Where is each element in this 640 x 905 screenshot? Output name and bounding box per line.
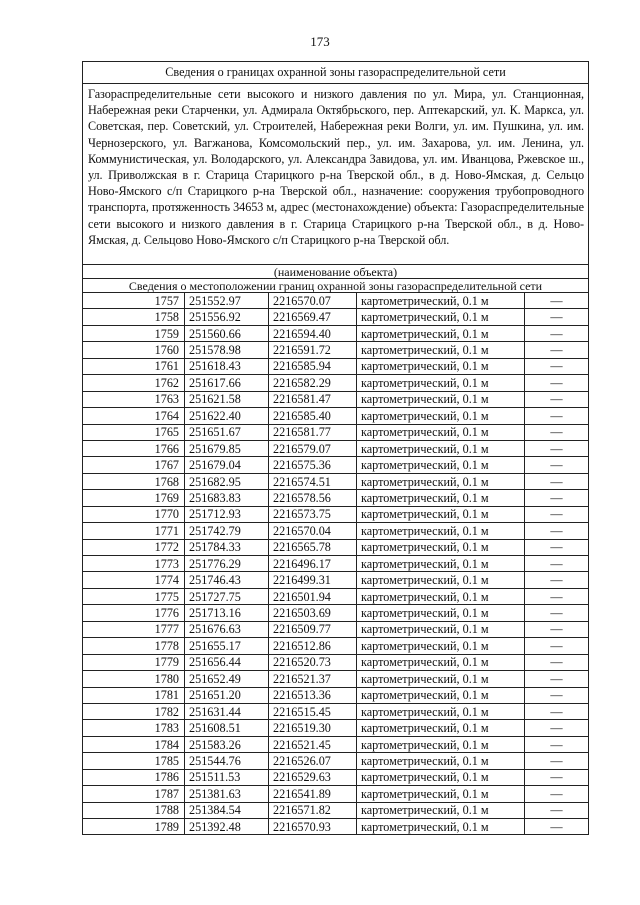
y-coordinate-cell: 2216519.30 [269,720,357,736]
y-coordinate-cell: 2216565.78 [269,539,357,555]
table-row [83,736,589,752]
x-coordinate-cell: 251683.83 [185,490,269,506]
x-coordinate-cell: 251560.66 [185,325,269,341]
y-coordinate-cell: 2216570.93 [269,819,357,835]
note-cell: — [525,769,589,785]
x-coordinate-cell: 251544.76 [185,753,269,769]
y-coordinate-cell: 2216512.86 [269,638,357,654]
note-cell: — [525,802,589,818]
y-coordinate-cell: 2216579.07 [269,440,357,456]
table-row [83,391,589,407]
point-number-cell: 1765 [83,424,185,440]
note-cell: — [525,309,589,325]
point-number-cell: 1785 [83,753,185,769]
table-row [83,621,589,637]
note-cell: — [525,408,589,424]
method-cell: картометрический, 0.1 м [357,588,525,604]
point-number-cell: 1775 [83,588,185,604]
y-coordinate-cell: 2216515.45 [269,703,357,719]
method-cell: картометрический, 0.1 м [357,358,525,374]
y-coordinate-cell: 2216503.69 [269,605,357,621]
y-coordinate-cell: 2216573.75 [269,506,357,522]
method-cell: картометрический, 0.1 м [357,572,525,588]
x-coordinate-cell: 251617.66 [185,375,269,391]
note-cell: — [525,391,589,407]
note-cell: — [525,720,589,736]
point-number-cell: 1770 [83,506,185,522]
x-coordinate-cell: 251618.43 [185,358,269,374]
point-number-cell: 1778 [83,638,185,654]
x-coordinate-cell: 251651.20 [185,687,269,703]
point-number-cell: 1782 [83,703,185,719]
method-cell: картометрический, 0.1 м [357,687,525,703]
x-coordinate-cell: 251556.92 [185,309,269,325]
table-row [83,523,589,539]
note-cell: — [525,358,589,374]
point-number-cell: 1776 [83,605,185,621]
x-coordinate-cell: 251552.97 [185,293,269,309]
y-coordinate-cell: 2216591.72 [269,342,357,358]
y-coordinate-cell: 2216496.17 [269,556,357,572]
method-cell: картометрический, 0.1 м [357,720,525,736]
note-cell: — [525,523,589,539]
point-number-cell: 1773 [83,556,185,572]
point-number-cell: 1767 [83,457,185,473]
method-cell: картометрический, 0.1 м [357,342,525,358]
method-cell: картометрический, 0.1 м [357,457,525,473]
point-number-cell: 1768 [83,473,185,489]
y-coordinate-cell: 2216499.31 [269,572,357,588]
note-cell: — [525,293,589,309]
point-number-cell: 1761 [83,358,185,374]
method-cell: картометрический, 0.1 м [357,605,525,621]
note-cell: — [525,736,589,752]
y-coordinate-cell: 2216581.77 [269,424,357,440]
location-header: Сведения о местоположении границ охранной зоны газораспределительной сети [83,279,589,293]
note-cell: — [525,342,589,358]
note-cell: — [525,786,589,802]
note-cell: — [525,457,589,473]
point-number-cell: 1769 [83,490,185,506]
page-number: 173 [310,34,330,49]
table-row [83,473,589,489]
point-number-cell: 1774 [83,572,185,588]
note-cell: — [525,325,589,341]
point-number-cell: 1757 [83,293,185,309]
y-coordinate-cell: 2216521.37 [269,671,357,687]
y-coordinate-cell: 2216585.40 [269,408,357,424]
note-cell: — [525,572,589,588]
method-cell: картометрический, 0.1 м [357,473,525,489]
point-number-cell: 1789 [83,819,185,835]
point-number-cell: 1759 [83,325,185,341]
method-cell: картометрический, 0.1 м [357,769,525,785]
x-coordinate-cell: 251656.44 [185,654,269,670]
table-title: Сведения о границах охранной зоны газораспределительной сети [83,62,589,84]
table-row [83,819,589,835]
table-row [83,687,589,703]
note-cell: — [525,605,589,621]
table-row [83,786,589,802]
y-coordinate-cell: 2216582.29 [269,375,357,391]
method-cell: картометрический, 0.1 м [357,293,525,309]
table-row [83,293,589,309]
point-number-cell: 1777 [83,621,185,637]
y-coordinate-cell: 2216594.40 [269,325,357,341]
method-cell: картометрический, 0.1 м [357,490,525,506]
table-row [83,375,589,391]
note-cell: — [525,671,589,687]
x-coordinate-cell: 251583.26 [185,736,269,752]
point-number-cell: 1758 [83,309,185,325]
method-cell: картометрический, 0.1 м [357,671,525,687]
table-row [83,703,589,719]
note-cell: — [525,654,589,670]
note-cell: — [525,424,589,440]
x-coordinate-cell: 251746.43 [185,572,269,588]
point-number-cell: 1780 [83,671,185,687]
method-cell: картометрический, 0.1 м [357,786,525,802]
table-row [83,309,589,325]
table-row [83,769,589,785]
y-coordinate-cell: 2216570.04 [269,523,357,539]
x-coordinate-cell: 251679.04 [185,457,269,473]
note-cell: — [525,753,589,769]
table-row [83,424,589,440]
x-coordinate-cell: 251652.49 [185,671,269,687]
x-coordinate-cell: 251578.98 [185,342,269,358]
method-cell: картометрический, 0.1 м [357,391,525,407]
method-cell: картометрический, 0.1 м [357,440,525,456]
point-number-cell: 1772 [83,539,185,555]
table-row [83,588,589,604]
x-coordinate-cell: 251676.63 [185,621,269,637]
method-cell: картометрический, 0.1 м [357,556,525,572]
y-coordinate-cell: 2216521.45 [269,736,357,752]
x-coordinate-cell: 251712.93 [185,506,269,522]
y-coordinate-cell: 2216513.36 [269,687,357,703]
note-cell: — [525,506,589,522]
y-coordinate-cell: 2216585.94 [269,358,357,374]
x-coordinate-cell: 251713.16 [185,605,269,621]
note-cell: — [525,687,589,703]
note-cell: — [525,490,589,506]
x-coordinate-cell: 251727.75 [185,588,269,604]
table-row [83,605,589,621]
table-row [83,572,589,588]
x-coordinate-cell: 251622.40 [185,408,269,424]
method-cell: картометрический, 0.1 м [357,408,525,424]
x-coordinate-cell: 251381.63 [185,786,269,802]
x-coordinate-cell: 251621.58 [185,391,269,407]
table-row [83,457,589,473]
note-cell: — [525,638,589,654]
point-number-cell: 1779 [83,654,185,670]
table-row [83,539,589,555]
method-cell: картометрический, 0.1 м [357,638,525,654]
method-cell: картометрический, 0.1 м [357,309,525,325]
x-coordinate-cell: 251651.67 [185,424,269,440]
x-coordinate-cell: 251742.79 [185,523,269,539]
method-cell: картометрический, 0.1 м [357,654,525,670]
note-cell: — [525,473,589,489]
method-cell: картометрический, 0.1 м [357,736,525,752]
note-cell: — [525,375,589,391]
y-coordinate-cell: 2216569.47 [269,309,357,325]
note-cell: — [525,621,589,637]
table-row [83,440,589,456]
table-row [83,638,589,654]
y-coordinate-cell: 2216574.51 [269,473,357,489]
x-coordinate-cell: 251392.48 [185,819,269,835]
y-coordinate-cell: 2216575.36 [269,457,357,473]
x-coordinate-cell: 251608.51 [185,720,269,736]
y-coordinate-cell: 2216529.63 [269,769,357,785]
point-number-cell: 1771 [83,523,185,539]
y-coordinate-cell: 2216541.89 [269,786,357,802]
x-coordinate-cell: 251631.44 [185,703,269,719]
point-number-cell: 1788 [83,802,185,818]
note-cell: — [525,539,589,555]
method-cell: картометрический, 0.1 м [357,703,525,719]
point-number-cell: 1766 [83,440,185,456]
x-coordinate-cell: 251655.17 [185,638,269,654]
x-coordinate-cell: 251784.33 [185,539,269,555]
table-row [83,654,589,670]
note-cell: — [525,440,589,456]
method-cell: картометрический, 0.1 м [357,819,525,835]
table-row [83,490,589,506]
method-cell: картометрический, 0.1 м [357,523,525,539]
y-coordinate-cell: 2216520.73 [269,654,357,670]
method-cell: картометрический, 0.1 м [357,325,525,341]
x-coordinate-cell: 251679.85 [185,440,269,456]
boundary-table [82,61,589,835]
table-row [83,325,589,341]
point-number-cell: 1764 [83,408,185,424]
note-cell: — [525,819,589,835]
table-row [83,408,589,424]
y-coordinate-cell: 2216570.07 [269,293,357,309]
table-row [83,671,589,687]
table-row [83,358,589,374]
y-coordinate-cell: 2216509.77 [269,621,357,637]
point-number-cell: 1763 [83,391,185,407]
point-number-cell: 1783 [83,720,185,736]
x-coordinate-cell: 251776.29 [185,556,269,572]
table-row [83,720,589,736]
table-row [83,506,589,522]
y-coordinate-cell: 2216526.07 [269,753,357,769]
note-cell: — [525,588,589,604]
point-number-cell: 1762 [83,375,185,391]
note-cell: — [525,703,589,719]
method-cell: картометрический, 0.1 м [357,424,525,440]
x-coordinate-cell: 251384.54 [185,802,269,818]
y-coordinate-cell: 2216571.82 [269,802,357,818]
y-coordinate-cell: 2216578.56 [269,490,357,506]
table-row [83,802,589,818]
table-row [83,556,589,572]
x-coordinate-cell: 251511.53 [185,769,269,785]
method-cell: картометрический, 0.1 м [357,753,525,769]
note-cell: — [525,556,589,572]
y-coordinate-cell: 2216581.47 [269,391,357,407]
method-cell: картометрический, 0.1 м [357,802,525,818]
x-coordinate-cell: 251682.95 [185,473,269,489]
method-cell: картометрический, 0.1 м [357,621,525,637]
method-cell: картометрический, 0.1 м [357,375,525,391]
y-coordinate-cell: 2216501.94 [269,588,357,604]
point-number-cell: 1760 [83,342,185,358]
method-cell: картометрический, 0.1 м [357,506,525,522]
point-number-cell: 1787 [83,786,185,802]
table-row [83,342,589,358]
table-row [83,753,589,769]
object-caption: (наименование объекта) [83,265,589,279]
point-number-cell: 1781 [83,687,185,703]
point-number-cell: 1784 [83,736,185,752]
method-cell: картометрический, 0.1 м [357,539,525,555]
object-description: Газораспределительные сети высокого и низкого давления по ул. Мира, ул. Станционная, Набережная реки Старченки, ул. Адмирала Октябрьского, пер. Аптекарский, ул. К. Маркса, ул. Советская, пер. Советский, ул. Строителей, Набережная реки Волги, ул. им. Пушкина, ул. им. Чернозерского, ул. Вагжанова, Комсомольский пер., ул. им. Захарова, ул. им. Ленина, ул. Коммунистическая, ул. Володарского, ул. Александра Завидова, ул. им. Иванцова, Ржевское ш., ул. Приволжская в г. Старица Старицкого р-на Тверской обл., в д. Ново-Ямская, д. Сельцо Ново-Ямского с/п Старицкого р-на Тверской обл., назначение: сооружения трубопроводного транспорта, протяженность 34653 м, адрес (местонахождение) объекта: Газораспределительные сети высокого и низкого давления в г. Старица Старицкого р-на Тверской обл., в д. Ново-Ямская, д. Сельцово Ново-Ямского с/п Старицкого р-на Тверской обл. [83,84,589,265]
point-number-cell: 1786 [83,769,185,785]
